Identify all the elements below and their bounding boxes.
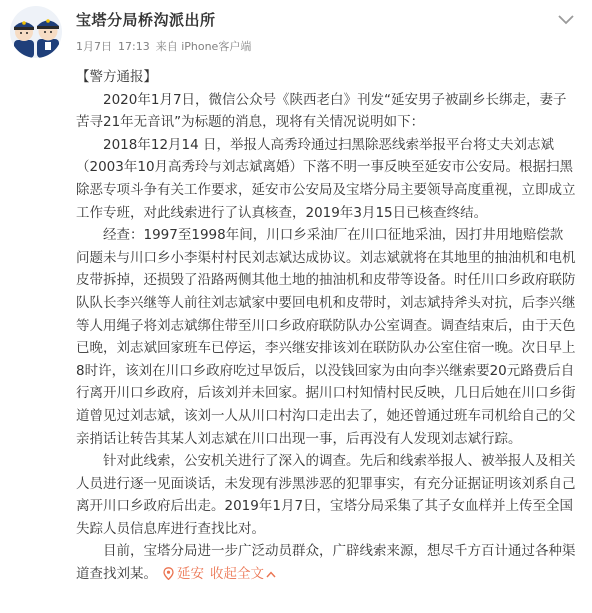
- post-title: 【警方通报】: [76, 69, 157, 85]
- chevron-down-icon: [558, 15, 574, 25]
- post-body: [76, 66, 576, 586]
- post-paragraph-text: 目前，宝塔分局进一步广泛动员群众，广辟线索来源，想尽千方百计通过各种渠道查找刘某。: [76, 543, 576, 583]
- location-pin-icon: [163, 567, 174, 580]
- location-link[interactable]: [163, 566, 204, 582]
- post-header: [0, 0, 592, 66]
- post-paragraph: 2018年12月14 日，举报人高秀玲通过扫黑除恶线索举报平台将丈夫刘志斌（2003年10月高秀玲与刘志斌离婚）下落不明一事反映至延安市公安局。根据扫黑除恶专项斗争有关工作要求，延安市公安局及宝塔分局主要领导高度重视，立即成立工作专班，对此线索进行了认真核查，2019年3月15日已核查终结。: [76, 136, 576, 221]
- post-paragraph: 经查：1997至1998年间，川口乡采油厂在川口征地采油，因打井用地赔偿款问题未与川口乡小李渠村村民刘志斌达成协议。刘志斌就将在其地里的抽油机和电机皮带拆掉，还损毁了沿路两侧其他土地的抽油机和皮带等设备。时任川口乡政府联防队队长李兴继等人前往刘志斌家中要回电机和皮带时，刘志斌持斧头对抗，后李兴继等人用绳子将刘志斌绑住带至川口乡政府联防队办公室调查。调查结束后，由于天色已晚，刘志斌回家班车已停运，李兴继安排该刘在联防队办公室住宿一晚。次日早上8时许，该刘在川口乡政府吃过早饭后，以没钱回家为由向李兴继索要20元路费后自行离开川口乡政府，后该刘并未回家。据川口村知情村民反映，几日后她在川口乡街道曾见过刘志斌，该刘一人从川口村沟口走出去了，她还曾通过班车司机给自己的父亲捎话让转告其某人刘志斌在川口出现一事，后再没有人发现刘志斌行踪。: [76, 227, 576, 447]
- author-name[interactable]: 宝塔分局桥沟派出所: [76, 11, 216, 29]
- post-paragraph: 2020年1月7日，微信公众号《陕西老白》刊发“延安男子被副乡长绑走，妻子苦寻21年无音讯”为标题的消息，现将有关情况说明如下：: [76, 91, 567, 131]
- more-menu-button[interactable]: [554, 8, 578, 32]
- post-time: 17:13: [118, 40, 150, 53]
- post-meta: [76, 38, 257, 54]
- chevron-up-icon: [266, 571, 276, 578]
- location-label: 延安: [177, 566, 204, 583]
- post-date: 1月7日: [76, 40, 112, 53]
- police-avatar-icon: [10, 6, 62, 58]
- collapse-button[interactable]: [210, 566, 276, 582]
- post-paragraph-last: [76, 540, 576, 585]
- post-source: 来自 iPhone客户端: [155, 40, 252, 53]
- collapse-label: 收起全文: [210, 566, 264, 583]
- avatar[interactable]: [10, 6, 62, 58]
- post-paragraph: 针对此线索，公安机关进行了深入的调查。先后和线索举报人、被举报人及相关人员进行逐一见面谈话，未发现有涉黑涉恶的犯罪事实，有充分证据证明该刘系自己离开川口乡政府后出走。2019年1月7日，宝塔分局采集了其子女血样并上传至全国失踪人员信息库进行查找比对。: [76, 453, 576, 537]
